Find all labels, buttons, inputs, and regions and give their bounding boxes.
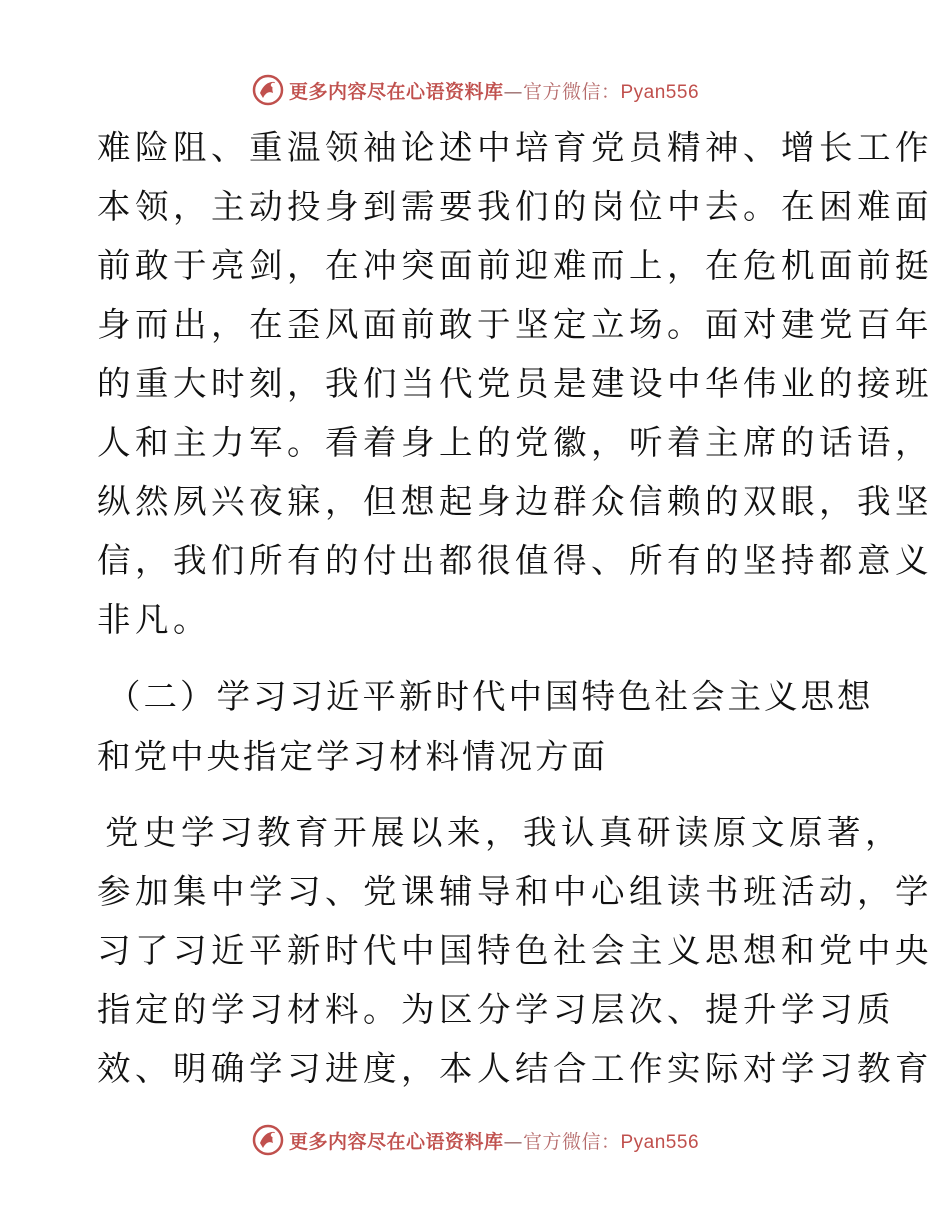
paragraph-1 (97, 118, 933, 649)
header-banner-code: Pyan556 (620, 81, 700, 103)
header-banner-text (289, 77, 699, 104)
brand-logo-icon (251, 73, 285, 107)
paragraph-line: 纵然夙兴夜寐，但想起身边群众信赖的双眼，我坚 (97, 482, 933, 521)
paragraph-line: 人和主力军。看着身上的党徽，听着主席的话语， (97, 423, 933, 462)
heading-line: （二）学习习近平新时代中国特色社会主义思想 (107, 677, 874, 716)
paragraph-line: 前敢于亮剑，在冲突面前迎难而上，在危机面前挺 (97, 246, 933, 285)
footer-banner-text (289, 1127, 699, 1154)
paragraph-line: 信，我们所有的付出都很值得、所有的坚持都意义 (97, 541, 933, 580)
footer-banner-separator: — (503, 1130, 523, 1153)
heading-line: 和党中央指定学习材料情况方面 (97, 737, 608, 776)
paragraph-line: 指定的学习材料。为区分学习层次、提升学习质 (97, 990, 895, 1029)
header-banner-main: 更多内容尽在心语资料库 (288, 80, 504, 103)
footer-banner-main: 更多内容尽在心语资料库 (288, 1130, 504, 1153)
section-heading (97, 667, 874, 787)
footer-banner-sub: 官方微信： (522, 1130, 621, 1153)
paragraph-line: 身而出，在歪风面前敢于坚定立场。面对建党百年 (97, 305, 933, 344)
paragraph-line: 难险阻、重温领袖论述中培育党员精神、增长工作 (97, 128, 933, 167)
paragraph-line: 本领，主动投身到需要我们的岗位中去。在困难面 (97, 187, 933, 226)
paragraph-2 (97, 803, 933, 1098)
document-body (97, 118, 933, 1098)
header-banner-sub: 官方微信： (522, 80, 621, 103)
header-banner-separator: — (503, 80, 523, 103)
paragraph-line: 的重大时刻，我们当代党员是建设中华伟业的接班 (97, 364, 933, 403)
header-banner (0, 68, 950, 112)
paragraph-line: 习了习近平新时代中国特色社会主义思想和党中央 (97, 931, 933, 970)
footer-banner (0, 1118, 950, 1162)
paragraph-line: 党史学习教育开展以来，我认真研读原文原著， (105, 813, 903, 852)
paragraph-line: 参加集中学习、党课辅导和中心组读书班活动，学 (97, 872, 933, 911)
paragraph-line: 效、明确学习进度，本人结合工作实际对学习教育 (97, 1049, 933, 1088)
brand-logo-icon (251, 1123, 285, 1157)
paragraph-line: 非凡。 (97, 600, 211, 639)
footer-banner-code: Pyan556 (620, 1131, 700, 1153)
